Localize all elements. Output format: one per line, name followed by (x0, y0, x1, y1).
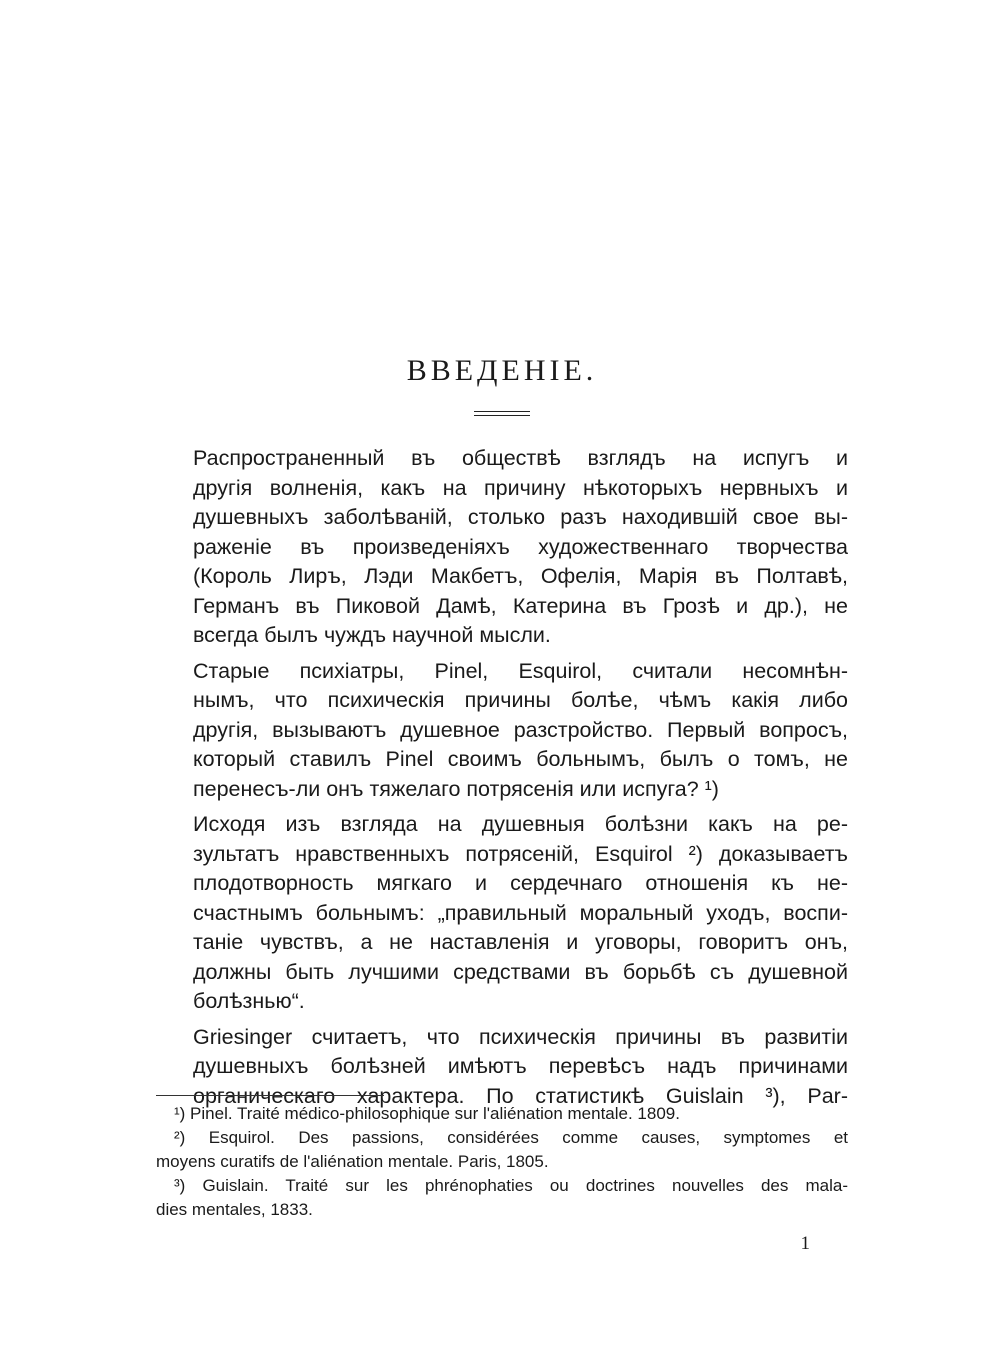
text-line: плодотворность мягкаго и сердечнаго отношенія къ не- (193, 871, 848, 895)
page-number: 1 (800, 1233, 810, 1254)
paragraph-4 (156, 1023, 848, 1112)
paragraph-2 (156, 657, 848, 805)
footnote-line: dies mentales, 1833. (156, 1200, 313, 1219)
footnote-divider (156, 1095, 384, 1096)
text-line: другія, вызываютъ душевное разстройство. Первый вопросъ, (193, 717, 848, 742)
footnote-3 (156, 1174, 848, 1222)
text-line: Германъ въ Пиковой Дамѣ, Катерина въ Грозѣ и др.), не (193, 593, 848, 618)
text-line: перенесъ-ли онъ тяжелаго потрясенія или испуга? ¹) (193, 776, 719, 801)
book-page (156, 0, 848, 1366)
main-text (156, 444, 848, 1117)
footnote-line: ¹) Pinel. Traité médico-philosophique sur l'aliénation mentale. 1809. (174, 1104, 680, 1123)
text-line: другія волненія, какъ на причину нѣкоторыхъ нервныхъ и (193, 475, 848, 500)
footnote-line: moyens curatifs de l'aliénation mentale. Paris, 1805. (156, 1152, 549, 1171)
chapter-heading: ВВЕДЕНІЕ. (406, 354, 598, 387)
text-line: всегда былъ чуждъ научной мысли. (193, 623, 551, 647)
text-line: душевныхъ заболѣваній, столько разъ находившій свое вы- (193, 505, 848, 529)
text-line: Griesinger считаетъ, что психическія причины въ развитіи (193, 1024, 848, 1049)
text-line: Исходя изъ взгляда на душевныя болѣзни какъ на ре- (193, 812, 848, 836)
text-line: раженіе въ произведеніяхъ художественнаго творчества (193, 534, 848, 559)
footnote-1 (156, 1102, 848, 1126)
text-line: должны быть лучшими средствами въ борьбѣ съ душевной (193, 959, 848, 984)
text-line: зультатъ нравственныхъ потрясеній, Esquirol ²) доказываетъ (193, 841, 848, 866)
paragraph-1 (156, 444, 848, 651)
text-line: Старые психіатры, Pinel, Esquirol, считали несомнѣн- (193, 658, 848, 683)
text-line: таніе чувствъ, а не наставленія и уговоры, говоритъ онъ, (193, 930, 848, 954)
footnote-2 (156, 1126, 848, 1174)
paragraph-3 (156, 810, 848, 1017)
text-line: болѣзнью“. (193, 989, 305, 1013)
text-line: душевныхъ болѣзней имѣютъ перевѣсъ надъ причинами (193, 1054, 848, 1078)
heading-double-rule (474, 411, 530, 416)
footnotes (156, 1102, 848, 1222)
text-line: (Король Лиръ, Лэди Макбетъ, Офелія, Марія въ Полтавѣ, (193, 564, 848, 588)
text-line: органическаго характера. По статистикѣ Guislain ³), Par- (193, 1083, 848, 1108)
footnote-line: ²) Esquirol. Des passions, considérées comme causes, symptomes et (174, 1128, 848, 1147)
text-line: счастнымъ больнымъ: „правильный моральный уходъ, воспи- (193, 900, 848, 925)
text-line: нымъ, что психическія причины болѣе, чѣмъ какія либо (193, 688, 848, 712)
text-line: который ставилъ Pinel своимъ больнымъ, былъ о томъ, не (193, 747, 848, 771)
footnote-line: ³) Guislain. Traité sur les phrénophaties ou doctrines nouvelles des mala- (174, 1176, 848, 1195)
text-line: Распространенный въ обществѣ взглядъ на испугъ и (193, 446, 848, 470)
